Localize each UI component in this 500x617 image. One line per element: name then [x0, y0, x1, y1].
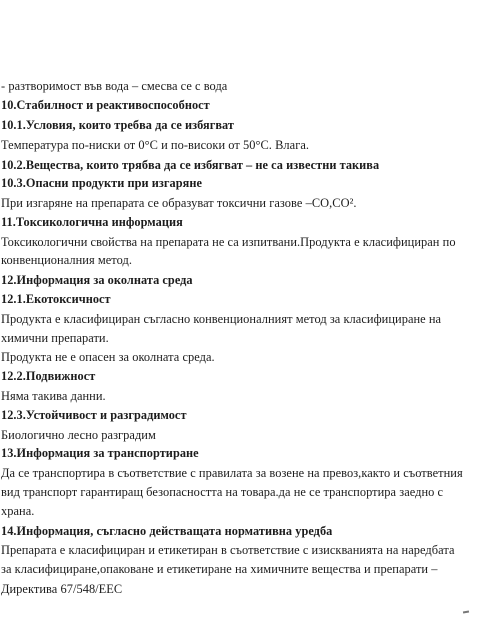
heading-12-1-ecotoxicity: 12.1.Екотоксичност	[1, 292, 111, 306]
text-line-no-data: Няма такива данни.	[1, 389, 106, 403]
text-line-transport-3: храна.	[1, 504, 35, 518]
heading-13-transport: 13.Информация за транспортиране	[1, 446, 199, 460]
text-line-directive: Директива 67/548/EEC	[1, 582, 123, 596]
heading-10-2-substances: 10.2.Вещества, които трябва да се избягват – не са известни такива	[1, 158, 380, 172]
scan-mark	[463, 610, 469, 613]
text-line-regulatory-2: за класифициране,опаковане и етикетиране на химичните вещества и препарати –	[1, 562, 438, 576]
text-line-temperature: Температура по-ниски от 0°C и по-високи от 50°C. Влага.	[1, 138, 310, 152]
text-line-toxicology-1: Токсикологични свойства на препарата не са изпитвани.Продукта е класифициран по	[1, 235, 456, 249]
text-line-biodegradable: Биологично лесно разградим	[1, 428, 156, 442]
heading-14-regulatory: 14.Информация, съгласно действащата нормативна уредба	[1, 524, 333, 538]
text-line-ecotoxicity-1: Продукта е класифициран съгласно конвенционалният метод за класифициране на	[1, 312, 442, 326]
heading-10-stability: 10.Стабилност и реактивоспособност	[1, 98, 210, 112]
text-line-transport-2: вид транспорт гарантиращ безопасността на товара.да не се транспортира заедно с	[1, 485, 444, 499]
heading-12-3-persistence: 12.3.Устойчивост и разградимост	[1, 408, 187, 422]
text-line-combustion: При изгаряне на препарата се образуват токсични газове –CO,CO².	[1, 196, 357, 210]
heading-12-environment: 12.Информация за околната среда	[1, 273, 193, 287]
text-line-regulatory-1: Препарата е класифициран и етикетиран в съответствие с изискванията на наредбата	[1, 543, 455, 557]
text-line-toxicology-2: конвенционалния метод.	[1, 253, 132, 267]
heading-12-2-mobility: 12.2.Подвижност	[1, 369, 96, 383]
text-line-ecotoxicity-2: химични препарати.	[1, 331, 109, 345]
text-line-not-dangerous: Продукта не е опасен за околната среда.	[1, 350, 215, 364]
text-line-solubility: - разтворимост във вода – смесва се с вода	[1, 79, 228, 93]
heading-10-1-conditions: 10.1.Условия, които требва да се избягват	[1, 118, 235, 132]
heading-10-3-hazardous-products: 10.3.Опасни продукти при изгаряне	[1, 176, 202, 190]
heading-11-toxicology: 11.Токсикологична информация	[1, 215, 183, 229]
text-line-transport-1: Да се транспортира в съответствие с правилата за возене на превоз,както и съответния	[1, 466, 463, 480]
